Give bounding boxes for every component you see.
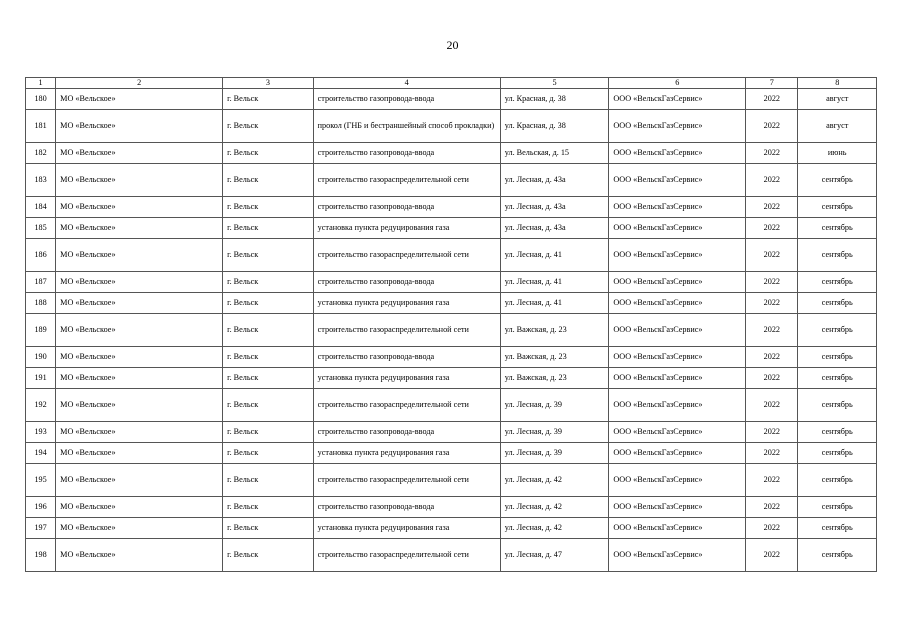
row-number: 193 bbox=[26, 422, 56, 443]
city-cell: г. Вельск bbox=[223, 368, 314, 389]
organization-cell: ООО «ВельскГазСервис» bbox=[609, 347, 746, 368]
work-type-cell: строительство газораспределительной сети bbox=[313, 239, 500, 272]
city-cell: г. Вельск bbox=[223, 314, 314, 347]
table-row bbox=[26, 539, 877, 572]
table-header-row bbox=[26, 78, 877, 89]
address-cell: ул. Важская, д. 23 bbox=[500, 368, 609, 389]
work-type-cell: установка пункта редуцирования газа bbox=[313, 518, 500, 539]
works-table bbox=[25, 77, 877, 572]
address-cell: ул. Лесная, д. 41 bbox=[500, 293, 609, 314]
table-row bbox=[26, 239, 877, 272]
address-cell: ул. Важская, д. 23 bbox=[500, 347, 609, 368]
work-type-cell: строительство газораспределительной сети bbox=[313, 389, 500, 422]
address-cell: ул. Лесная, д. 41 bbox=[500, 239, 609, 272]
row-number: 184 bbox=[26, 197, 56, 218]
municipality-cell: МО «Вельское» bbox=[56, 518, 223, 539]
column-header: 4 bbox=[313, 78, 500, 89]
organization-cell: ООО «ВельскГазСервис» bbox=[609, 314, 746, 347]
year-cell: 2022 bbox=[746, 197, 798, 218]
row-number: 197 bbox=[26, 518, 56, 539]
municipality-cell: МО «Вельское» bbox=[56, 539, 223, 572]
city-cell: г. Вельск bbox=[223, 239, 314, 272]
address-cell: ул. Лесная, д. 41 bbox=[500, 272, 609, 293]
organization-cell: ООО «ВельскГазСервис» bbox=[609, 539, 746, 572]
month-cell: сентябрь bbox=[798, 389, 877, 422]
table-row bbox=[26, 368, 877, 389]
row-number: 188 bbox=[26, 293, 56, 314]
table-row bbox=[26, 143, 877, 164]
table-row bbox=[26, 347, 877, 368]
address-cell: ул. Красная, д. 38 bbox=[500, 89, 609, 110]
organization-cell: ООО «ВельскГазСервис» bbox=[609, 110, 746, 143]
year-cell: 2022 bbox=[746, 539, 798, 572]
row-number: 191 bbox=[26, 368, 56, 389]
month-cell: сентябрь bbox=[798, 197, 877, 218]
organization-cell: ООО «ВельскГазСервис» bbox=[609, 368, 746, 389]
month-cell: сентябрь bbox=[798, 539, 877, 572]
work-type-cell: строительство газопровода-ввода bbox=[313, 497, 500, 518]
organization-cell: ООО «ВельскГазСервис» bbox=[609, 518, 746, 539]
organization-cell: ООО «ВельскГазСервис» bbox=[609, 239, 746, 272]
city-cell: г. Вельск bbox=[223, 443, 314, 464]
table-row bbox=[26, 314, 877, 347]
month-cell: июнь bbox=[798, 143, 877, 164]
year-cell: 2022 bbox=[746, 110, 798, 143]
column-header: 1 bbox=[26, 78, 56, 89]
organization-cell: ООО «ВельскГазСервис» bbox=[609, 143, 746, 164]
address-cell: ул. Важская, д. 23 bbox=[500, 314, 609, 347]
work-type-cell: строительство газопровода-ввода bbox=[313, 272, 500, 293]
municipality-cell: МО «Вельское» bbox=[56, 314, 223, 347]
address-cell: ул. Лесная, д. 42 bbox=[500, 518, 609, 539]
work-type-cell: установка пункта редуцирования газа bbox=[313, 218, 500, 239]
organization-cell: ООО «ВельскГазСервис» bbox=[609, 464, 746, 497]
address-cell: ул. Лесная, д. 43а bbox=[500, 218, 609, 239]
column-header: 7 bbox=[746, 78, 798, 89]
municipality-cell: МО «Вельское» bbox=[56, 347, 223, 368]
work-type-cell: строительство газораспределительной сети bbox=[313, 314, 500, 347]
table-row bbox=[26, 293, 877, 314]
table-row bbox=[26, 464, 877, 497]
row-number: 194 bbox=[26, 443, 56, 464]
address-cell: ул. Лесная, д. 42 bbox=[500, 497, 609, 518]
address-cell: ул. Лесная, д. 39 bbox=[500, 422, 609, 443]
municipality-cell: МО «Вельское» bbox=[56, 110, 223, 143]
month-cell: сентябрь bbox=[798, 347, 877, 368]
year-cell: 2022 bbox=[746, 239, 798, 272]
city-cell: г. Вельск bbox=[223, 518, 314, 539]
municipality-cell: МО «Вельское» bbox=[56, 368, 223, 389]
address-cell: ул. Лесная, д. 39 bbox=[500, 389, 609, 422]
address-cell: ул. Вельская, д. 15 bbox=[500, 143, 609, 164]
table-row bbox=[26, 197, 877, 218]
row-number: 196 bbox=[26, 497, 56, 518]
municipality-cell: МО «Вельское» bbox=[56, 89, 223, 110]
city-cell: г. Вельск bbox=[223, 110, 314, 143]
year-cell: 2022 bbox=[746, 347, 798, 368]
city-cell: г. Вельск bbox=[223, 389, 314, 422]
table-row bbox=[26, 218, 877, 239]
work-type-cell: строительство газопровода-ввода bbox=[313, 197, 500, 218]
row-number: 181 bbox=[26, 110, 56, 143]
city-cell: г. Вельск bbox=[223, 272, 314, 293]
month-cell: сентябрь bbox=[798, 422, 877, 443]
municipality-cell: МО «Вельское» bbox=[56, 164, 223, 197]
column-header: 2 bbox=[56, 78, 223, 89]
address-cell: ул. Лесная, д. 43а bbox=[500, 164, 609, 197]
month-cell: сентябрь bbox=[798, 218, 877, 239]
municipality-cell: МО «Вельское» bbox=[56, 422, 223, 443]
municipality-cell: МО «Вельское» bbox=[56, 197, 223, 218]
row-number: 195 bbox=[26, 464, 56, 497]
row-number: 198 bbox=[26, 539, 56, 572]
municipality-cell: МО «Вельское» bbox=[56, 497, 223, 518]
address-cell: ул. Красная, д. 38 bbox=[500, 110, 609, 143]
year-cell: 2022 bbox=[746, 368, 798, 389]
row-number: 192 bbox=[26, 389, 56, 422]
city-cell: г. Вельск bbox=[223, 422, 314, 443]
month-cell: сентябрь bbox=[798, 368, 877, 389]
address-cell: ул. Лесная, д. 43а bbox=[500, 197, 609, 218]
organization-cell: ООО «ВельскГазСервис» bbox=[609, 218, 746, 239]
municipality-cell: МО «Вельское» bbox=[56, 272, 223, 293]
month-cell: сентябрь bbox=[798, 272, 877, 293]
table-row bbox=[26, 497, 877, 518]
column-header: 6 bbox=[609, 78, 746, 89]
organization-cell: ООО «ВельскГазСервис» bbox=[609, 164, 746, 197]
page-number: 20 bbox=[446, 38, 459, 52]
work-type-cell: прокол (ГНБ и бестраншейный способ прокладки) bbox=[313, 110, 500, 143]
municipality-cell: МО «Вельское» bbox=[56, 389, 223, 422]
row-number: 183 bbox=[26, 164, 56, 197]
year-cell: 2022 bbox=[746, 422, 798, 443]
year-cell: 2022 bbox=[746, 443, 798, 464]
city-cell: г. Вельск bbox=[223, 218, 314, 239]
year-cell: 2022 bbox=[746, 143, 798, 164]
table-row bbox=[26, 110, 877, 143]
month-cell: сентябрь bbox=[798, 443, 877, 464]
year-cell: 2022 bbox=[746, 218, 798, 239]
work-type-cell: установка пункта редуцирования газа bbox=[313, 293, 500, 314]
city-cell: г. Вельск bbox=[223, 164, 314, 197]
address-cell: ул. Лесная, д. 47 bbox=[500, 539, 609, 572]
row-number: 189 bbox=[26, 314, 56, 347]
year-cell: 2022 bbox=[746, 89, 798, 110]
work-type-cell: строительство газораспределительной сети bbox=[313, 539, 500, 572]
work-type-cell: установка пункта редуцирования газа bbox=[313, 443, 500, 464]
month-cell: август bbox=[798, 110, 877, 143]
year-cell: 2022 bbox=[746, 464, 798, 497]
table-body bbox=[26, 89, 877, 572]
row-number: 187 bbox=[26, 272, 56, 293]
city-cell: г. Вельск bbox=[223, 464, 314, 497]
work-type-cell: строительство газораспределительной сети bbox=[313, 464, 500, 497]
column-header: 8 bbox=[798, 78, 877, 89]
month-cell: сентябрь bbox=[798, 293, 877, 314]
city-cell: г. Вельск bbox=[223, 143, 314, 164]
organization-cell: ООО «ВельскГазСервис» bbox=[609, 389, 746, 422]
month-cell: сентябрь bbox=[798, 164, 877, 197]
organization-cell: ООО «ВельскГазСервис» bbox=[609, 422, 746, 443]
month-cell: сентябрь bbox=[798, 464, 877, 497]
row-number: 180 bbox=[26, 89, 56, 110]
year-cell: 2022 bbox=[746, 389, 798, 422]
organization-cell: ООО «ВельскГазСервис» bbox=[609, 272, 746, 293]
column-header: 3 bbox=[223, 78, 314, 89]
work-type-cell: строительство газопровода-ввода bbox=[313, 422, 500, 443]
organization-cell: ООО «ВельскГазСервис» bbox=[609, 497, 746, 518]
organization-cell: ООО «ВельскГазСервис» bbox=[609, 443, 746, 464]
municipality-cell: МО «Вельское» bbox=[56, 239, 223, 272]
year-cell: 2022 bbox=[746, 272, 798, 293]
row-number: 185 bbox=[26, 218, 56, 239]
address-cell: ул. Лесная, д. 42 bbox=[500, 464, 609, 497]
work-type-cell: строительство газопровода-ввода bbox=[313, 89, 500, 110]
row-number: 190 bbox=[26, 347, 56, 368]
organization-cell: ООО «ВельскГазСервис» bbox=[609, 89, 746, 110]
table-row bbox=[26, 443, 877, 464]
row-number: 182 bbox=[26, 143, 56, 164]
address-cell: ул. Лесная, д. 39 bbox=[500, 443, 609, 464]
city-cell: г. Вельск bbox=[223, 497, 314, 518]
year-cell: 2022 bbox=[746, 497, 798, 518]
organization-cell: ООО «ВельскГазСервис» bbox=[609, 197, 746, 218]
table-row bbox=[26, 389, 877, 422]
work-type-cell: строительство газораспределительной сети bbox=[313, 164, 500, 197]
column-header: 5 bbox=[500, 78, 609, 89]
city-cell: г. Вельск bbox=[223, 539, 314, 572]
city-cell: г. Вельск bbox=[223, 293, 314, 314]
row-number: 186 bbox=[26, 239, 56, 272]
work-type-cell: строительство газопровода-ввода bbox=[313, 347, 500, 368]
municipality-cell: МО «Вельское» bbox=[56, 443, 223, 464]
city-cell: г. Вельск bbox=[223, 197, 314, 218]
month-cell: сентябрь bbox=[798, 314, 877, 347]
work-type-cell: установка пункта редуцирования газа bbox=[313, 368, 500, 389]
city-cell: г. Вельск bbox=[223, 89, 314, 110]
table-row bbox=[26, 89, 877, 110]
table-row bbox=[26, 272, 877, 293]
year-cell: 2022 bbox=[746, 293, 798, 314]
year-cell: 2022 bbox=[746, 518, 798, 539]
municipality-cell: МО «Вельское» bbox=[56, 218, 223, 239]
month-cell: август bbox=[798, 89, 877, 110]
year-cell: 2022 bbox=[746, 314, 798, 347]
table-row bbox=[26, 164, 877, 197]
month-cell: сентябрь bbox=[798, 518, 877, 539]
work-type-cell: строительство газопровода-ввода bbox=[313, 143, 500, 164]
table-row bbox=[26, 518, 877, 539]
table-row bbox=[26, 422, 877, 443]
month-cell: сентябрь bbox=[798, 239, 877, 272]
municipality-cell: МО «Вельское» bbox=[56, 293, 223, 314]
month-cell: сентябрь bbox=[798, 497, 877, 518]
municipality-cell: МО «Вельское» bbox=[56, 143, 223, 164]
year-cell: 2022 bbox=[746, 164, 798, 197]
municipality-cell: МО «Вельское» bbox=[56, 464, 223, 497]
organization-cell: ООО «ВельскГазСервис» bbox=[609, 293, 746, 314]
city-cell: г. Вельск bbox=[223, 347, 314, 368]
